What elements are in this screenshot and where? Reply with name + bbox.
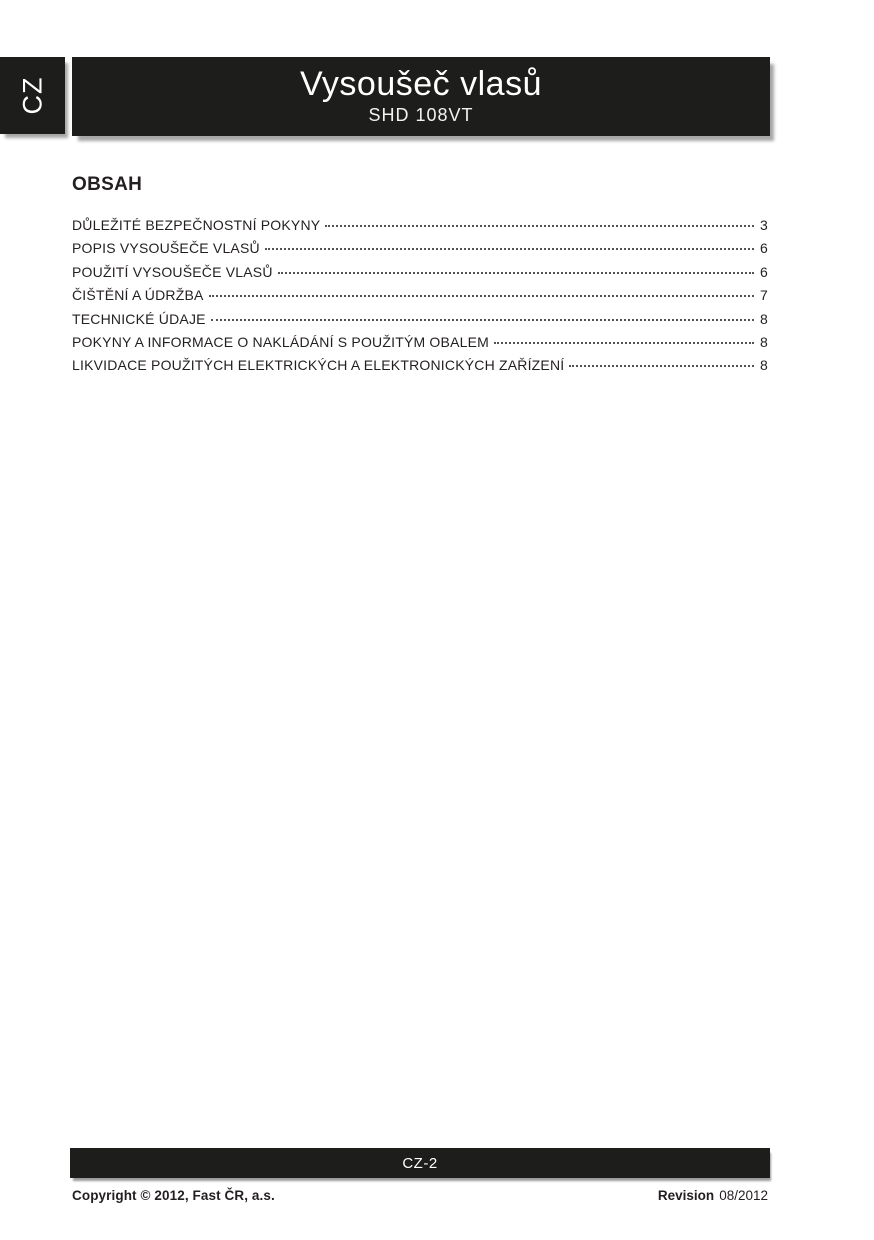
toc-list [72, 217, 768, 381]
toc-entry-page: 8 [760, 310, 768, 327]
page-number-bar [70, 1148, 770, 1178]
header-bar [72, 57, 770, 136]
toc-entry [72, 287, 768, 310]
toc-heading: OBSAH [72, 174, 143, 195]
language-tab-label: CZ [17, 76, 47, 115]
toc-entry-page: 6 [760, 240, 768, 257]
toc-entry-page: 3 [760, 217, 768, 233]
language-tab [0, 57, 65, 134]
toc-dot-leader [325, 225, 754, 227]
toc-dot-leader [494, 342, 754, 344]
toc-entry-page: 6 [760, 263, 768, 280]
toc-entry-page: 8 [760, 357, 768, 374]
toc-entry [72, 311, 768, 334]
toc-entry [72, 264, 768, 287]
toc-entry-page: 8 [760, 333, 768, 350]
toc-entry-title: POPIS VYSOUŠEČE VLASŮ [72, 240, 260, 257]
toc-dot-leader [265, 248, 754, 250]
toc-entry [72, 240, 768, 263]
toc-entry-title: POUŽITÍ VYSOUŠEČE VLASŮ [72, 263, 273, 280]
footer [72, 1188, 768, 1203]
toc-entry-title: POKYNY A INFORMACE O NAKLÁDÁNÍ S POUŽITÝM OBALEM [72, 333, 489, 350]
revision-text [658, 1188, 768, 1203]
toc-entry-page: 7 [760, 287, 768, 304]
toc-dot-leader [211, 319, 754, 321]
toc-entry [72, 217, 768, 240]
toc-entry-title: ČIŠTĚNÍ A ÚDRŽBA [72, 287, 204, 304]
copyright-text: Copyright © 2012, Fast ČR, a.s. [72, 1188, 275, 1203]
toc-entry-title: TECHNICKÉ ÚDAJE [72, 310, 206, 327]
product-model: SHD 108VT [368, 105, 474, 126]
toc-entry-title: LIKVIDACE POUŽITÝCH ELEKTRICKÝCH A ELEKTRONICKÝCH ZAŘÍZENÍ [72, 357, 565, 374]
toc-entry [72, 334, 768, 357]
toc-entry [72, 357, 768, 380]
product-title: Vysoušeč vlasů [300, 64, 542, 103]
toc-dot-leader [569, 365, 754, 367]
page-number-label: CZ-2 [402, 1154, 438, 1172]
toc-dot-leader [278, 272, 754, 274]
revision-value: 08/2012 [719, 1188, 768, 1203]
revision-label: Revision [657, 1188, 715, 1203]
toc-dot-leader [209, 295, 754, 297]
toc-entry-title: DŮLEŽITÉ BEZPEČNOSTNÍ POKYNY [72, 217, 321, 233]
